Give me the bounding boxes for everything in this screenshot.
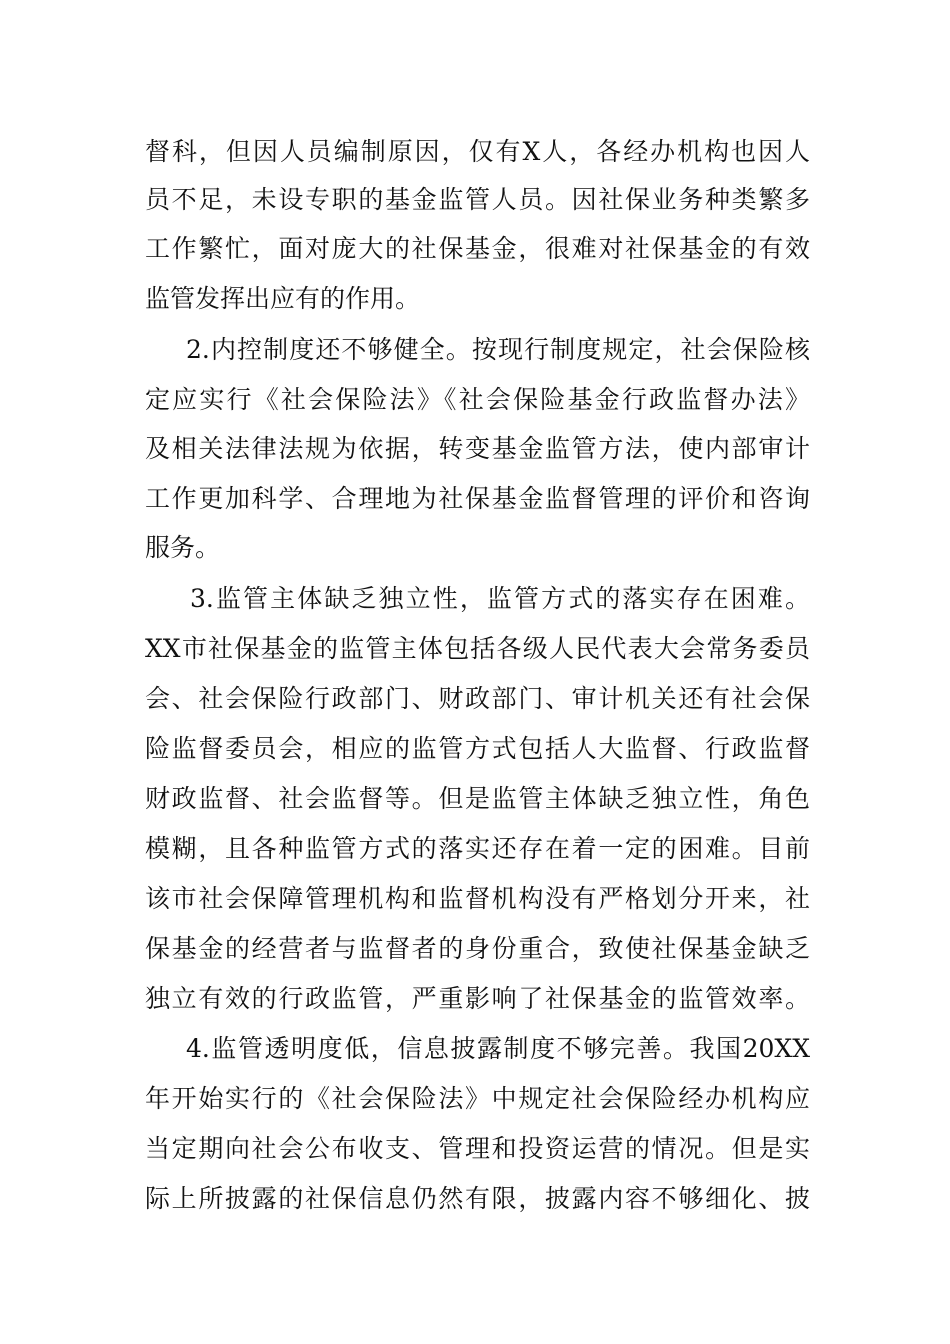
text-line: 工作繁忙，面对庞大的社保基金，很难对社保基金的有效 <box>145 234 810 263</box>
paragraph-2-start: 2.内控制度还不够健全。按现行制度规定，社会保险核 <box>186 335 810 364</box>
text-line: 定应实行《社会保险法》《社会保险基金行政监督办法》 <box>145 385 810 414</box>
text-line: 保基金的经营者与监督者的身份重合，致使社保基金缺乏 <box>145 934 810 963</box>
text-line: 模糊，且各种监管方式的落实还存在着一定的困难。目前 <box>145 834 810 863</box>
text-line: 险监督委员会，相应的监管方式包括人大监督、行政监督 <box>145 734 810 763</box>
text-line: 及相关法律法规为依据，转变基金监管方法，使内部审计 <box>145 434 810 463</box>
text-line: 督科，但因人员编制原因，仅有X人，各经办机构也因人 <box>145 137 810 166</box>
paragraph-3-start: 3.监管主体缺乏独立性，监管方式的落实存在困难。 <box>190 584 810 613</box>
text-line: 会、社会保险行政部门、财政部门、审计机关还有社会保 <box>145 684 810 713</box>
text-line: XX市社保基金的监管主体包括各级人民代表大会常务委员 <box>145 634 810 663</box>
text-line: 服务。 <box>145 533 221 562</box>
text-line: 该市社会保障管理机构和监督机构没有严格划分开来，社 <box>145 884 810 913</box>
text-line: 际上所披露的社保信息仍然有限，披露内容不够细化、披 <box>145 1184 810 1213</box>
text-line: 工作更加科学、合理地为社保基金监督管理的评价和咨询 <box>145 484 810 513</box>
text-line: 独立有效的行政监管，严重影响了社保基金的监管效率。 <box>145 984 810 1013</box>
text-line: 员不足，未设专职的基金监管人员。因社保业务种类繁多 <box>145 185 810 214</box>
text-line: 财政监督、社会监督等。但是监管主体缺乏独立性，角色 <box>145 784 810 813</box>
paragraph-4-start: 4.监管透明度低，信息披露制度不够完善。我国20XX <box>186 1034 810 1063</box>
text-line: 年开始实行的《社会保险法》中规定社会保险经办机构应 <box>145 1084 810 1113</box>
text-line: 监管发挥出应有的作用。 <box>145 284 421 313</box>
text-line: 当定期向社会公布收支、管理和投资运营的情况。但是实 <box>145 1134 810 1163</box>
